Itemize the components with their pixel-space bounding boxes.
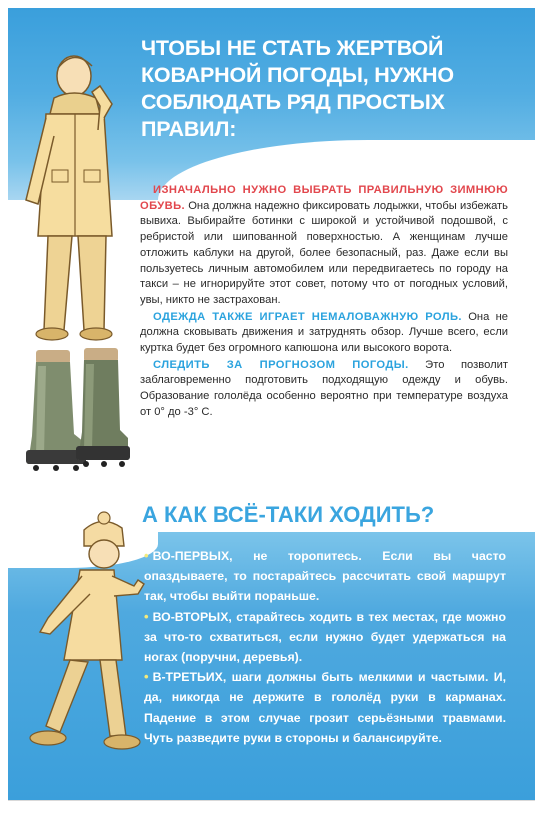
walking-tip-text: ВО-ВТОРЫХ, старайтесь ходить в тех местах, где можно за что-то схватиться, если нужно будет удержаться на ногах (поручни, деревья).: [144, 609, 506, 665]
clothing-highlight: ОДЕЖДА ТАКЖЕ ИГРАЕТ НЕМАЛОВАЖНУЮ РОЛЬ.: [153, 310, 462, 323]
bullet-icon: •: [144, 669, 149, 685]
bullet-icon: •: [144, 608, 149, 624]
forecast-highlight: СЛЕДИТЬ ЗА ПРОГНОЗОМ ПОГОДЫ.: [153, 358, 409, 371]
walking-tip-text: ВО-ПЕРВЫХ, не торопитесь. Если вы часто опаздываете, то постарайтесь рассчитать свой маршрут так, чтобы выйти пораньше.: [144, 549, 506, 604]
forecast-text: Это позволит заблаговременно подготовить подходящую одежду и обувь. Образование гололёда особенно вероятно при температуре воздуха от 0° до -3° С.: [140, 358, 508, 418]
paragraph-forecast: [140, 358, 508, 421]
walking-tips: [144, 546, 506, 748]
bottom-divider: [8, 800, 535, 801]
walking-tip-3: [144, 667, 506, 748]
man-in-winter-jacket-icon: [8, 40, 148, 350]
headline-line: ПРАВИЛ:: [141, 117, 237, 141]
walking-tip-text: В-ТРЕТЬИХ, шаги должны быть мелкими и частыми. И, да, никогда не держите в гололёд руки в карманах. Падение в этом случае грозит серьёзными травмами. Чуть разведите руки в стороны и балансируйте.: [144, 670, 506, 745]
walking-tip-1: [144, 546, 506, 607]
walking-subheading: А КАК ВСЁ-ТАКИ ХОДИТЬ?: [142, 502, 435, 527]
paragraph-footwear: [140, 183, 508, 309]
headline-line: ЧТОБЫ НЕ СТАТЬ ЖЕРТВОЙ: [141, 36, 444, 60]
headline-line: СОБЛЮДАТЬ РЯД ПРОСТЫХ: [141, 90, 445, 114]
footwear-highlight: ИЗНАЧАЛЬНО НУЖНО ВЫБРАТЬ ПРАВИЛЬНУЮ ЗИМНЮЮ ОБУВЬ.: [140, 184, 508, 212]
footwear-text: Она должна надежно фиксировать лодыжки, чтобы избежать вывиха. Выбирайте ботинки с широкой и устойчивой подошвой, с ребристой или шипованной поверхностью. А женщинам лучше отложить каблуки на другой, более безопасный, раз. Даже если вы пользуетесь личным автомобилем или передвигаетесь по городу на такси – не игнорируйте этот совет, потому что от погодных условий, увы, никто не застрахован.: [140, 199, 508, 306]
walking-tip-2: [144, 607, 506, 668]
headline-line: КОВАРНОЙ ПОГОДЫ, НУЖНО: [141, 63, 454, 87]
tips-text: [140, 183, 508, 422]
winter-boots-icon: [22, 346, 132, 476]
bullet-icon: •: [144, 548, 149, 563]
clothing-text: Она не должна сковывать движения и затруднять обзор. Лучше всего, если куртка будет без огромного капюшона или высокого ворота.: [140, 310, 508, 355]
main-headline: [141, 35, 521, 143]
paragraph-clothing: [140, 310, 508, 357]
walking-woman-icon: [10, 510, 150, 760]
